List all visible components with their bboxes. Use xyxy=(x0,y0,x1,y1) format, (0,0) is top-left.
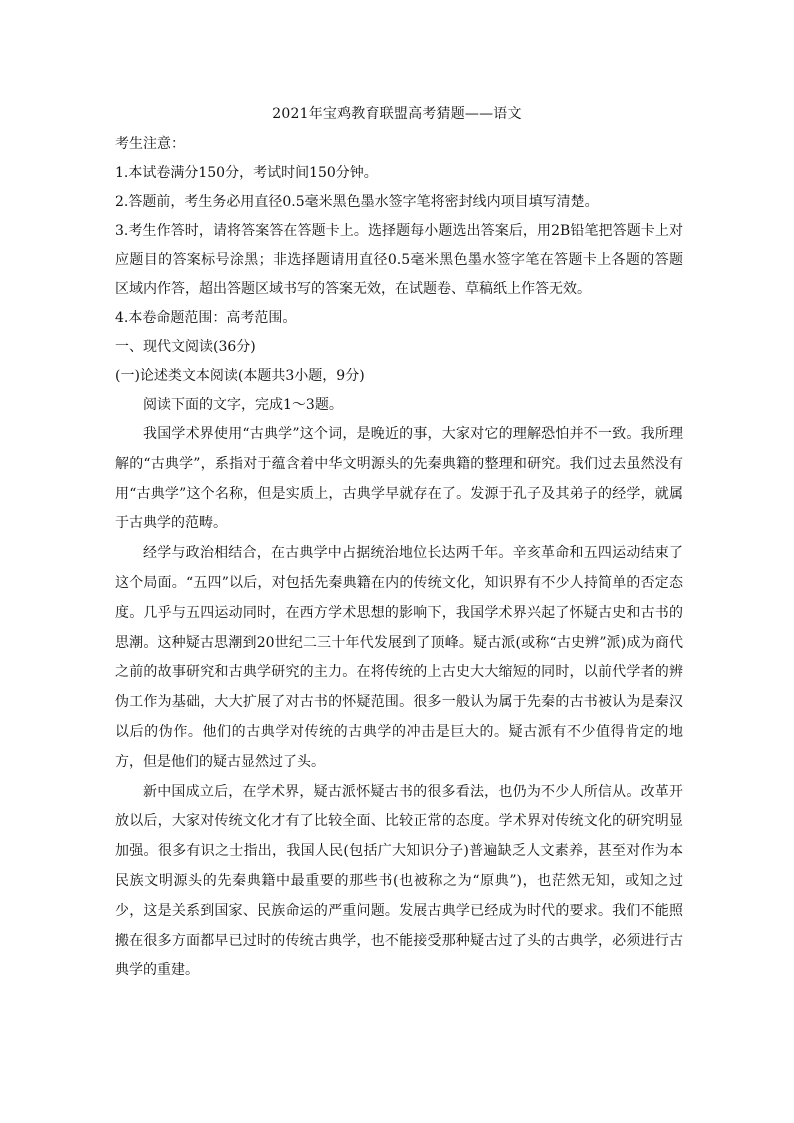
passage-paragraph-1: 我国学术界使用“古典学”这个词，是晚近的事，大家对它的理解恐怕并不一致。我所理解的“古典学”，系指对于蕴含着中华文明源头的先秦典籍的整理和研究。我们过去虽然没有用“古典学”这个名称，但是实质上，古典学早就存在了。发源于孔子及其弟子的经学，就属于古典学的范畴。 xyxy=(115,426,683,532)
notice-heading: 考生注意： xyxy=(115,136,185,152)
notice-item-1: 1.本试卷满分150分，考试时间150分钟。 xyxy=(115,165,378,181)
passage-paragraph-2: 经学与政治相结合，在古典学中占据统治地位长达两千年。辛亥革命和五四运动结束了这个局面。“五四”以后，对包括先秦典籍在内的传统文化，知识界有不少人持简单的否定态度。几乎与五四运动同时，在西方学术思想的影响下，我国学术界兴起了怀疑古史和古书的思潮。这种疑古思潮到20世纪二三十年代发展到了顶峰。疑古派(或称“古史辨”派)成为商代之前的故事研究和古典学研究的主力。在将传统的上古史大大缩短的同时，以前代学者的辨伪工作为基础，大大扩展了对古书的怀疑范围。很多一般认为属于先秦的古书被认为是秦汉以后的伪作。他们的古典学对传统的古典学的冲击是巨大的。疑古派有不少值得肯定的地方，但是他们的疑古显然过了头。 xyxy=(115,545,683,770)
section-heading: 一、现代文阅读(36分) xyxy=(115,339,256,355)
notice-item-3: 3.考生作答时，请将答案答在答题卡上。选择题每小题选出答案后，用2B铅笔把答题卡上对应题目的答案标号涂黑；非选择题请用直径0.5毫米黑色墨水签字笔在答题卡上各题的答题区域内作答，超出答题区域书写的答案无效，在试题卷、草稿纸上作答无效。 xyxy=(115,223,683,297)
passage-paragraph-3: 新中国成立后，在学术界，疑古派怀疑古书的很多看法，也仍为不少人所信从。改革开放以后，大家对传统文化才有了比较全面、比较正常的态度。学术界对传统文化的研究明显加强。很多有识之士指出，我国人民(包括广大知识分子)普遍缺乏人文素养，甚至对作为本民族文明源头的先秦典籍中最重要的那些书(也被称之为“原典”)，也茫然无知，或知之过少，这是关系到国家、民族命运的严重问题。发展古典学已经成为时代的要求。我们不能照搬在很多方面都早已过时的传统古典学，也不能接受那种疑古过了头的古典学，必须进行古典学的重建。 xyxy=(115,783,683,979)
page-title: 2021年宝鸡教育联盟高考猜题——语文 xyxy=(272,106,522,122)
notice-item-2: 2.答题前，考生务必用直径0.5毫米黑色墨水签字笔将密封线内项目填写清楚。 xyxy=(115,194,599,210)
document-body xyxy=(115,130,683,986)
reading-instruction: 阅读下面的文字，完成1～3题。 xyxy=(143,397,343,413)
notice-item-4: 4.本卷命题范围：高考范围。 xyxy=(115,310,297,326)
subsection-heading: (一)论述类文本阅读(本题共3小题，9分) xyxy=(115,368,365,384)
